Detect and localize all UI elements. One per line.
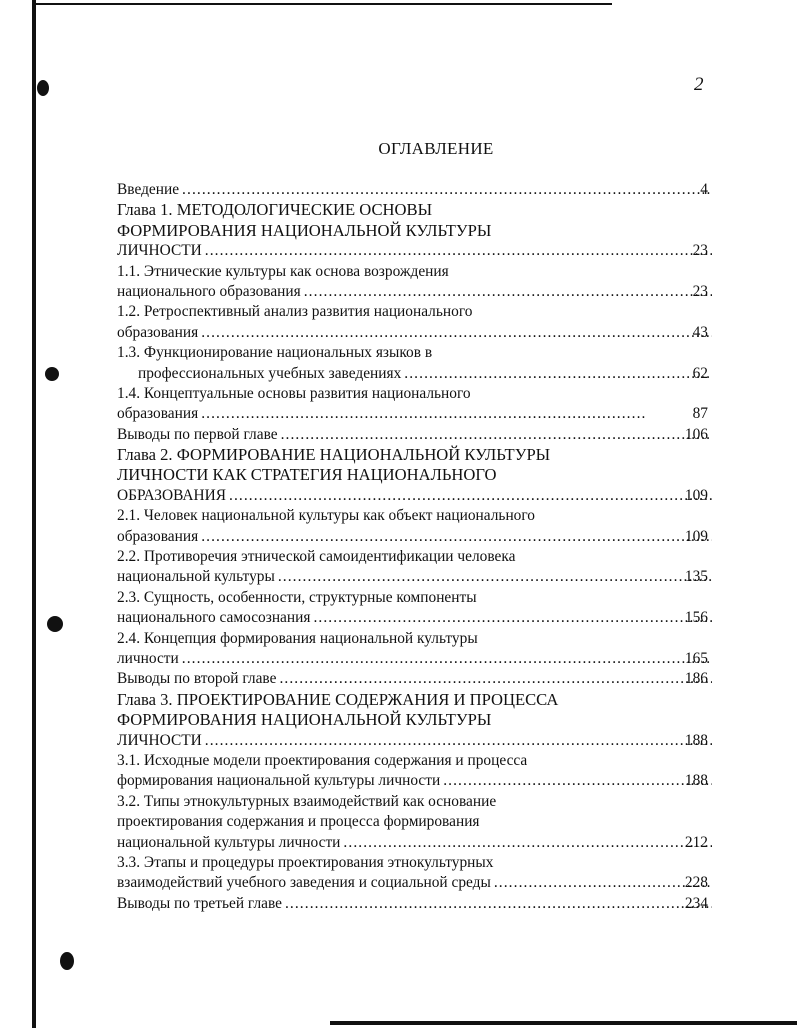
toc-entry[interactable] (117, 200, 712, 261)
toc-entry-text: национальной культуры (117, 568, 275, 586)
toc-page-number: 109 (684, 527, 708, 545)
toc-leader-dots (182, 180, 712, 200)
toc-entry-text: ЛИЧНОСТИ (117, 242, 202, 260)
toc-entry[interactable] (117, 751, 712, 792)
toc-page-number: 106 (684, 425, 708, 443)
toc-leader-dots (205, 241, 712, 261)
toc-page-number: 156 (684, 609, 708, 627)
toc-entry-text: 1.1. Этнические культуры как основа возрождения (117, 262, 449, 280)
toc-page-number: 228 (684, 874, 708, 892)
toc-entry[interactable] (117, 445, 712, 506)
toc-page-number: 43 (692, 323, 708, 341)
punch-hole-mark (37, 80, 49, 96)
toc-page-number: 135 (684, 568, 708, 586)
toc-page-number: 188 (684, 731, 708, 749)
toc-leader-dots (494, 873, 712, 893)
toc-entry[interactable] (117, 690, 712, 751)
toc-entry-text: Введение (117, 181, 180, 198)
toc-page-number: 234 (684, 894, 708, 912)
toc-entry-text: образования (117, 323, 199, 341)
scan-border-top (32, 3, 612, 5)
toc-entry[interactable] (117, 792, 712, 853)
toc-entry-text: профессиональных учебных заведениях (138, 364, 402, 382)
toc-entry-text: Глава 2. ФОРМИРОВАНИЕ НАЦИОНАЛЬНОЙ КУЛЬТУРЫ (117, 445, 551, 465)
toc-entry-text: ФОРМИРОВАНИЯ НАЦИОНАЛЬНОЙ КУЛЬТУРЫ (117, 220, 492, 240)
toc-leader-dots (201, 404, 647, 424)
toc-entry-text: национальной культуры личности (117, 833, 341, 851)
toc-entry[interactable] (117, 853, 712, 894)
toc-entry-text: формирования национальной культуры личности (117, 772, 441, 790)
toc-entry-text: Глава 1. МЕТОДОЛОГИЧЕСКИЕ ОСНОВЫ (117, 200, 433, 220)
toc-leader-dots (229, 486, 712, 506)
table-of-contents (117, 180, 712, 914)
toc-entry-text: ЛИЧНОСТИ КАК СТРАТЕГИЯ НАЦИОНАЛЬНОГО (117, 465, 497, 485)
toc-page-number: 87 (692, 405, 708, 423)
toc-entry-text: Глава 3. ПРОЕКТИРОВАНИЕ СОДЕРЖАНИЯ И ПРОЦЕССА (117, 689, 559, 709)
toc-entry[interactable] (117, 262, 712, 303)
toc-page-number: 109 (684, 486, 708, 504)
toc-entry-text: 3.1. Исходные модели проектирования содержания и процесса (117, 751, 528, 769)
toc-page-number: 23 (692, 242, 708, 260)
toc-page-number: 23 (692, 282, 708, 300)
toc-entry-text: ФОРМИРОВАНИЯ НАЦИОНАЛЬНОЙ КУЛЬТУРЫ (117, 710, 492, 730)
toc-entry-text: образования (117, 405, 199, 423)
toc-leader-dots (281, 425, 712, 445)
toc-entry-text: национального образования (117, 282, 301, 300)
toc-entry-text: 1.2. Ретроспективный анализ развития национального (117, 303, 473, 321)
toc-entry[interactable] (117, 180, 712, 200)
toc-page-number: 188 (684, 772, 708, 790)
toc-page-number: 186 (684, 670, 708, 688)
toc-page-number: 4 (700, 181, 708, 198)
toc-page-number: 62 (692, 364, 708, 382)
toc-entry-text: проектирования содержания и процесса формирования (117, 813, 480, 831)
toc-entry-text: Выводы по второй главе (117, 670, 277, 688)
toc-entry[interactable] (117, 669, 712, 689)
toc-entry-text: 3.2. Типы этнокультурных взаимодействий как основание (117, 792, 497, 810)
toc-entry-text: ЛИЧНОСТИ (117, 731, 202, 749)
page-number: 2 (694, 74, 704, 95)
toc-leader-dots (304, 282, 712, 302)
toc-leader-dots (278, 567, 712, 587)
toc-entry-text: 3.3. Этапы и процедуры проектирования этнокультурных (117, 853, 494, 871)
toc-entry-text: 1.3. Функционирование национальных языков в (117, 344, 433, 362)
toc-entry[interactable] (117, 302, 712, 343)
punch-hole-mark (45, 367, 59, 381)
toc-leader-dots (313, 608, 712, 628)
toc-leader-dots (343, 833, 712, 853)
toc-entry-text: образования (117, 527, 199, 545)
page-title: ОГЛАВЛЕНИЕ (378, 139, 494, 158)
toc-entry-text: 2.2. Противоречия этнической самоидентификации человека (117, 548, 516, 566)
toc-entry-text: Выводы по первой главе (117, 425, 278, 443)
toc-entry[interactable] (117, 425, 712, 445)
toc-entry[interactable] (117, 894, 712, 914)
toc-page-number: 165 (684, 649, 708, 667)
toc-entry[interactable] (117, 629, 712, 670)
toc-leader-dots (443, 771, 712, 791)
toc-leader-dots (279, 669, 712, 689)
toc-page-number: 212 (684, 833, 708, 851)
toc-entry[interactable] (117, 343, 712, 384)
toc-entry[interactable] (117, 588, 712, 629)
toc-entry-text: личности (117, 649, 179, 667)
toc-entry-text: национального самосознания (117, 609, 311, 627)
toc-entry[interactable] (117, 384, 712, 425)
toc-entry[interactable] (117, 547, 712, 588)
toc-entry[interactable] (117, 506, 712, 547)
toc-entry-text: ОБРАЗОВАНИЯ (117, 486, 227, 504)
toc-entry-text: 2.4. Концепция формирования национальной культуры (117, 629, 478, 647)
toc-leader-dots (182, 649, 712, 669)
toc-entry-text: Выводы по третьей главе (117, 894, 282, 912)
toc-entry-text: 2.3. Сущность, особенности, структурные компоненты (117, 588, 477, 606)
toc-leader-dots (201, 323, 712, 343)
toc-entry-text: 1.4. Концептуальные основы развития национального (117, 384, 471, 402)
scan-border-bottom (330, 1021, 797, 1025)
toc-entry-text: взаимодействий учебного заведения и социальной среды (117, 874, 491, 892)
toc-leader-dots (404, 364, 712, 384)
toc-leader-dots (285, 894, 712, 914)
toc-leader-dots (205, 731, 712, 751)
toc-leader-dots (201, 527, 712, 547)
punch-hole-mark (47, 616, 63, 632)
toc-entry-text: 2.1. Человек национальной культуры как объект национального (117, 507, 535, 525)
punch-hole-mark (60, 952, 74, 970)
